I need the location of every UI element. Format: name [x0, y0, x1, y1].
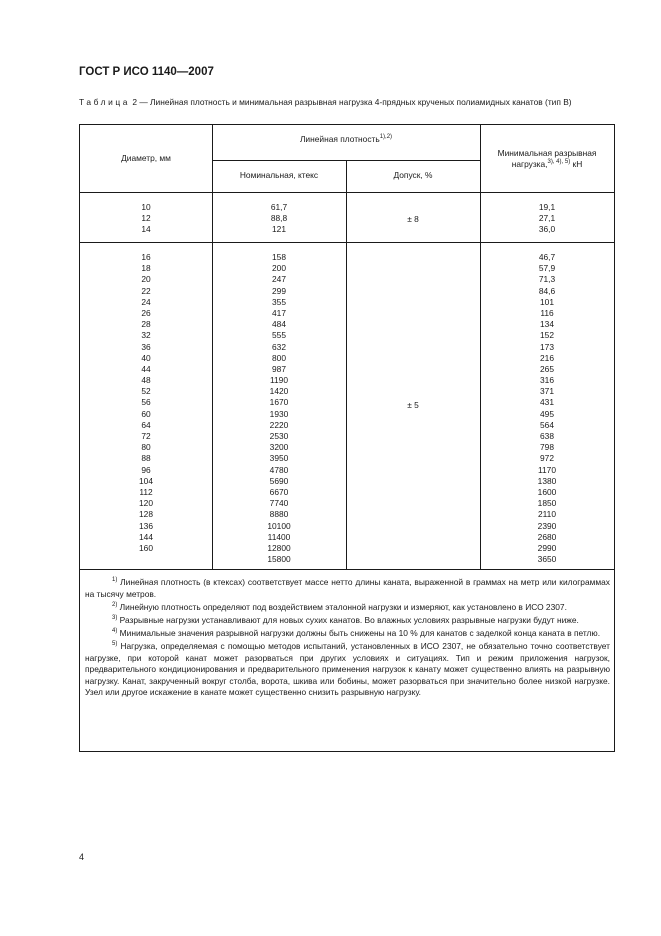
footnote-text: Нагрузка, определяемая с помощью методов испытаний, установленных в ИСО 2307, не обязательно точно соответствует нагрузке, при которой канат может разорваться при других условиях и ситуациях. Тип и режим приложения нагрузок, предварительного кондиционирования и предварительного применения нагрузок к канату может существенно влиять на разрывную нагрузку. Канат, закрученный вокруг столба, ворота, шкива или бобины, может разорваться при значительно более низкой нагрузке. Узел или другое искажение в канате может существенно снизить разрывную нагрузку. — [85, 640, 610, 698]
table-cell: 299 — [272, 285, 286, 296]
table-cell: 3950 — [269, 453, 289, 464]
table-cell: 987 — [272, 363, 286, 374]
table-cell: 120 — [139, 498, 153, 509]
table-cell: 61,7 — [270, 202, 288, 212]
table-cell: 1420 — [269, 386, 289, 397]
header-min-load — [480, 148, 614, 170]
table-cell: 10 — [141, 202, 151, 212]
table-cell: 60 — [141, 408, 151, 419]
table-cell: 2530 — [269, 431, 289, 441]
table-cell: 316 — [540, 375, 554, 386]
footnote-text: Разрывные нагрузки устанавливают для новых сухих канатов. Во влажных условиях разрывные нагрузки будут ниже. — [117, 614, 579, 625]
footnote — [85, 641, 610, 699]
table-cell: 152 — [540, 330, 554, 341]
table-cell: 44 — [141, 363, 151, 374]
table-cell: 1170 — [537, 464, 556, 475]
table-cell: 1600 — [537, 486, 557, 497]
footnote — [85, 577, 610, 600]
table-cell: 3200 — [269, 442, 289, 453]
table-cell: 71,3 — [538, 274, 556, 285]
table-cell: 8880 — [269, 509, 289, 520]
table-cell: 1850 — [537, 498, 557, 509]
header-tolerance: Допуск, % — [393, 170, 433, 180]
table-cell: 173 — [540, 341, 554, 352]
table-cell: 160 — [139, 542, 153, 553]
table-cell: 88 — [141, 453, 151, 464]
header-min-load-unit: кН — [570, 159, 583, 169]
table-cell: 56 — [141, 397, 151, 408]
group2-min-load-column — [480, 252, 614, 565]
table-cell: 112 — [139, 486, 153, 497]
header-min-load-label: Минимальная разрывная нагрузка, — [497, 148, 597, 169]
footnote-ref: 2) — [112, 601, 118, 608]
table-cell: 128 — [139, 509, 153, 520]
table-cell: 32 — [141, 330, 151, 341]
table-cell: 798 — [540, 442, 554, 453]
grid-line — [80, 242, 614, 243]
table-cell: 28 — [141, 319, 151, 330]
table-caption — [79, 96, 616, 109]
table-cell: 116 — [540, 307, 554, 318]
table-cell: 52 — [141, 386, 151, 397]
footnote-ref: 3) — [112, 614, 118, 621]
caption-text: 2 — Линейная плотность и минимальная разрывная нагрузка 4-прядных крученых полиамидных канатов (тип В) — [130, 97, 572, 107]
table-cell: 2680 — [537, 531, 557, 542]
header-linear-density-label: Линейная плотность — [299, 134, 380, 144]
table-cell: 158 — [272, 252, 286, 262]
table-cell: 638 — [540, 431, 554, 441]
table-cell: 1670 — [269, 397, 289, 408]
footnote — [85, 602, 610, 614]
table-cell: 2990 — [537, 542, 557, 553]
table-cell: 64 — [141, 419, 151, 430]
footnote-text: Линейную плотность определяют под воздействием эталонной нагрузки и измеряют, как установлено в ИСО 2307. — [117, 601, 567, 612]
header-nominal: Номинальная, ктекс — [239, 170, 319, 180]
table-cell: 96 — [141, 464, 151, 475]
table-cell: 16 — [141, 252, 151, 262]
table-cell: 4780 — [269, 464, 289, 475]
data-table — [79, 124, 615, 752]
table-cell: 200 — [272, 263, 286, 274]
table-cell: 265 — [540, 363, 554, 374]
table-cell: 431 — [540, 397, 554, 408]
table-notes — [85, 577, 610, 700]
table-cell: 355 — [272, 296, 286, 307]
header-min-load-refs: 3), 4), 5) — [547, 159, 571, 166]
footnote-ref: 5) — [112, 641, 118, 648]
table-cell: 495 — [540, 408, 554, 419]
table-cell: 417 — [272, 307, 286, 318]
header-linear-density-refs: 1),2) — [379, 134, 393, 141]
table-cell: 121 — [272, 224, 286, 235]
table-cell: 7740 — [269, 498, 289, 509]
table-cell: 1930 — [269, 408, 289, 419]
table-cell: 15800 — [267, 554, 291, 565]
footnote-ref: 1) — [112, 577, 118, 584]
table-cell: 2110 — [537, 509, 556, 520]
table-cell: 11400 — [267, 531, 291, 542]
table-cell: 972 — [540, 453, 554, 464]
table-cell: 72 — [141, 431, 151, 441]
table-cell: 101 — [540, 296, 554, 307]
table-cell: 104 — [139, 475, 153, 486]
table-cell: 134 — [540, 319, 554, 330]
table-cell: 371 — [540, 386, 554, 397]
footnote — [85, 615, 610, 627]
caption-label: Таблица — [79, 97, 131, 107]
table-cell: 216 — [540, 352, 554, 363]
group2-diameter-column — [80, 252, 212, 554]
table-cell: 57,9 — [538, 263, 556, 274]
document-header: ГОСТ Р ИСО 1140—2007 — [79, 66, 214, 78]
grid-line — [80, 192, 614, 193]
group1-nominal-column — [212, 202, 346, 236]
table-cell: 564 — [540, 419, 554, 430]
table-cell: 80 — [141, 442, 151, 453]
table-cell: 48 — [141, 375, 151, 386]
table-cell: 2220 — [269, 419, 289, 430]
table-cell: 24 — [141, 296, 151, 307]
table-cell: 14 — [141, 224, 151, 235]
table-cell: 18 — [141, 263, 151, 274]
table-cell: 40 — [141, 352, 151, 363]
table-cell: 484 — [272, 319, 286, 330]
table-cell: 26 — [141, 307, 151, 318]
table-cell: 1380 — [537, 475, 557, 486]
table-cell: 632 — [272, 341, 286, 352]
table-cell: 20 — [141, 274, 151, 285]
table-cell: 36,0 — [538, 224, 556, 235]
table-cell: 12800 — [267, 542, 291, 553]
table-cell: 2390 — [537, 520, 557, 531]
group1-diameter-column — [80, 202, 212, 236]
table-cell: 12 — [141, 213, 151, 224]
table-cell: 22 — [141, 285, 151, 296]
group1-min-load-column — [480, 202, 614, 236]
table-cell: 555 — [272, 330, 286, 341]
table-cell: 3650 — [537, 554, 557, 565]
grid-line — [212, 160, 480, 161]
footnote-text: Минимальные значения разрывной нагрузки должны быть снижены на 10 % для канатов с заделкой конца каната в петлю. — [117, 627, 601, 638]
table-cell: 19,1 — [538, 202, 556, 212]
table-cell: 5690 — [269, 475, 289, 486]
header-linear-density — [212, 134, 480, 144]
table-cell: 6670 — [269, 486, 289, 497]
table-cell: 247 — [272, 274, 286, 285]
footnote — [85, 628, 610, 640]
header-diameter: Диаметр, мм — [121, 153, 171, 163]
table-cell: 27,1 — [538, 213, 556, 224]
footnote-ref: 4) — [112, 628, 118, 635]
table-cell: 36 — [141, 341, 151, 352]
table-cell: 800 — [272, 352, 286, 363]
table-cell: 144 — [139, 531, 153, 542]
group2-tolerance: ± 5 — [407, 400, 419, 410]
group1-tolerance: ± 8 — [407, 214, 419, 224]
table-cell: 10100 — [267, 520, 291, 531]
table-cell: 88,8 — [270, 213, 288, 224]
grid-line — [80, 569, 614, 570]
table-cell: 1190 — [269, 375, 288, 386]
table-cell: 136 — [139, 520, 153, 531]
page-number: 4 — [79, 852, 85, 862]
table-cell: 46,7 — [538, 252, 556, 262]
table-cell: 84,6 — [538, 285, 556, 296]
footnote-text: Линейная плотность (в ктексах) соответствует массе нетто длины каната, выраженной в граммах на метр или килограммах на тысячу метров. — [85, 577, 610, 599]
group2-nominal-column — [212, 252, 346, 565]
